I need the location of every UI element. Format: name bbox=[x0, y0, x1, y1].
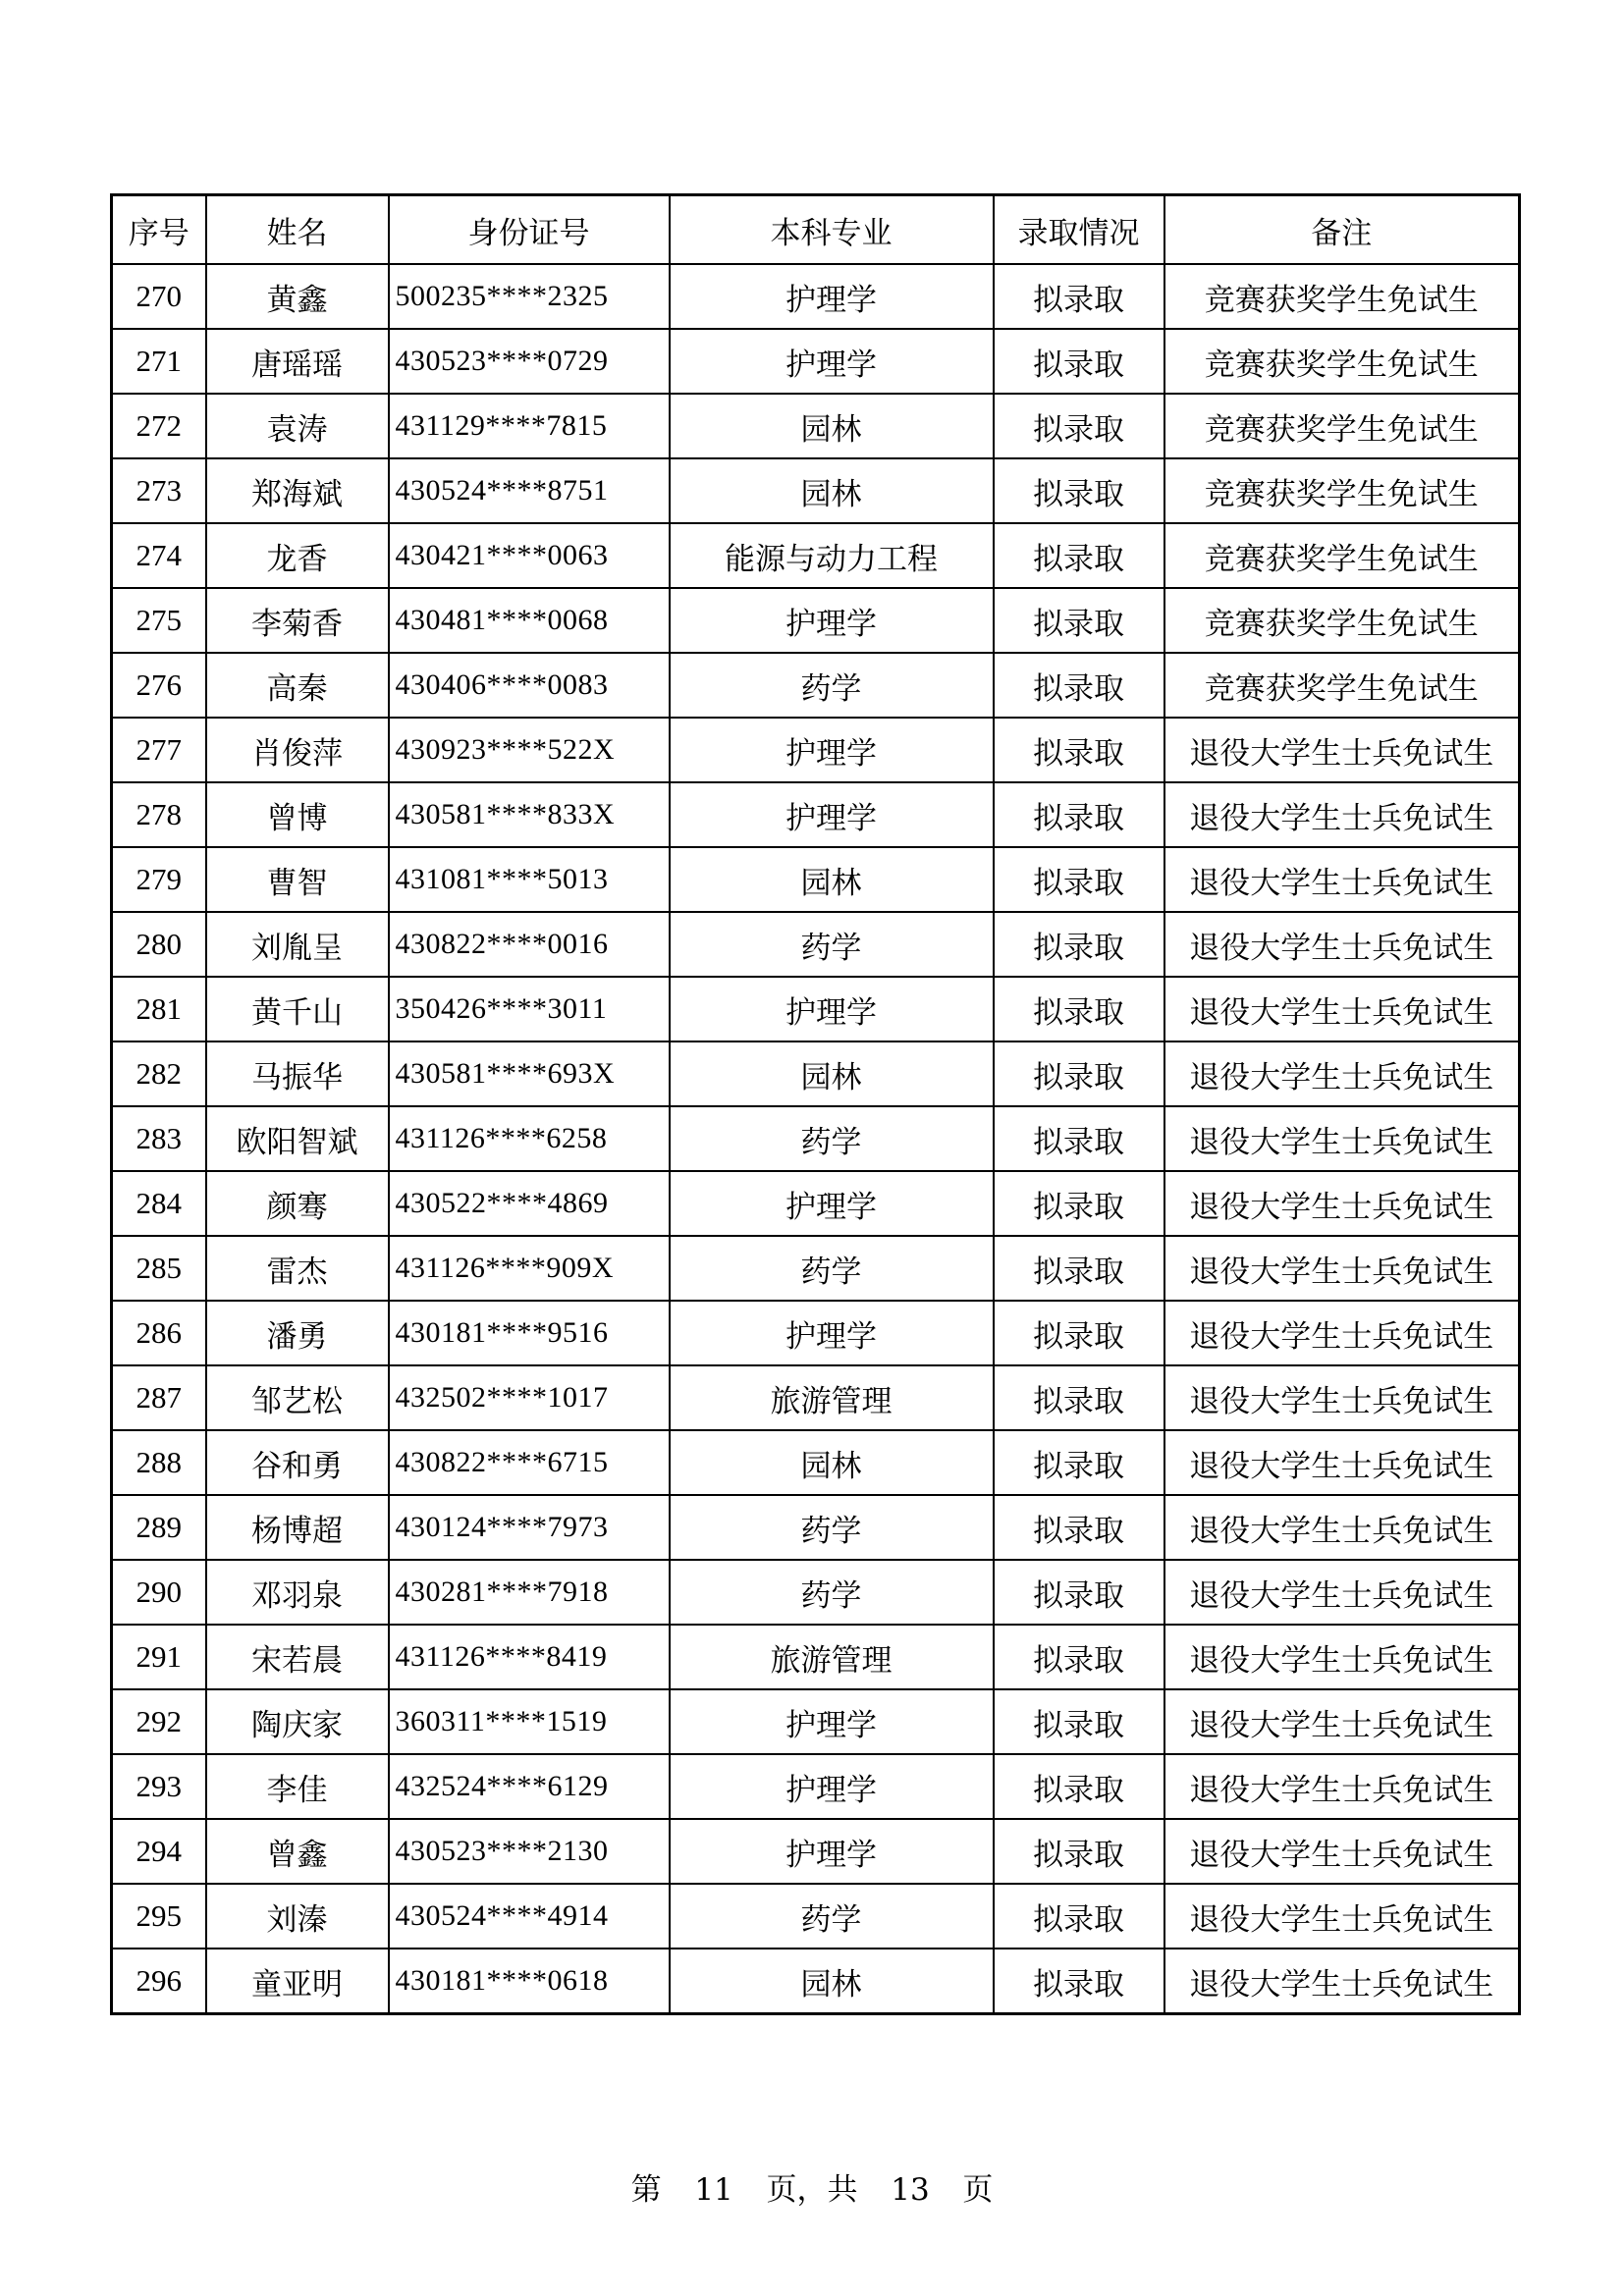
table-row bbox=[112, 1754, 1520, 1819]
cell-major: 园林 bbox=[670, 1949, 994, 2014]
cell-admission-status: 拟录取 bbox=[994, 523, 1164, 588]
cell-serial: 282 bbox=[112, 1041, 206, 1106]
cell-remarks: 退役大学生士兵免试生 bbox=[1164, 1625, 1520, 1689]
cell-major: 药学 bbox=[670, 1884, 994, 1949]
cell-name: 杨博超 bbox=[206, 1495, 389, 1560]
cell-id-number: 430421****0063 bbox=[389, 523, 670, 588]
cell-admission-status: 拟录取 bbox=[994, 1106, 1164, 1171]
cell-serial: 286 bbox=[112, 1301, 206, 1365]
table-row bbox=[112, 1625, 1520, 1689]
cell-major: 旅游管理 bbox=[670, 1625, 994, 1689]
admission-table bbox=[110, 193, 1521, 2015]
cell-remarks: 竞赛获奖学生免试生 bbox=[1164, 523, 1520, 588]
cell-admission-status: 拟录取 bbox=[994, 394, 1164, 458]
cell-admission-status: 拟录取 bbox=[994, 1625, 1164, 1689]
cell-remarks: 退役大学生士兵免试生 bbox=[1164, 847, 1520, 912]
cell-remarks: 竞赛获奖学生免试生 bbox=[1164, 588, 1520, 653]
footer-prefix: 第 bbox=[630, 2172, 662, 2208]
cell-serial: 288 bbox=[112, 1430, 206, 1495]
table-row bbox=[112, 1430, 1520, 1495]
cell-remarks: 退役大学生士兵免试生 bbox=[1164, 1041, 1520, 1106]
cell-major: 护理学 bbox=[670, 1819, 994, 1884]
cell-major: 护理学 bbox=[670, 1301, 994, 1365]
cell-major: 能源与动力工程 bbox=[670, 523, 994, 588]
cell-serial: 278 bbox=[112, 782, 206, 847]
cell-serial: 293 bbox=[112, 1754, 206, 1819]
cell-id-number: 430822****0016 bbox=[389, 912, 670, 977]
cell-serial: 281 bbox=[112, 977, 206, 1041]
cell-id-number: 431081****5013 bbox=[389, 847, 670, 912]
cell-id-number: 431126****909X bbox=[389, 1236, 670, 1301]
table-row bbox=[112, 264, 1520, 329]
cell-major: 园林 bbox=[670, 1041, 994, 1106]
cell-id-number: 431126****8419 bbox=[389, 1625, 670, 1689]
table-row bbox=[112, 847, 1520, 912]
cell-name: 邓羽泉 bbox=[206, 1560, 389, 1625]
cell-admission-status: 拟录取 bbox=[994, 458, 1164, 523]
table-header-row bbox=[112, 195, 1520, 265]
cell-id-number: 430581****833X bbox=[389, 782, 670, 847]
table-body bbox=[112, 264, 1520, 2014]
cell-remarks: 退役大学生士兵免试生 bbox=[1164, 1819, 1520, 1884]
cell-name: 肖俊萍 bbox=[206, 718, 389, 782]
cell-admission-status: 拟录取 bbox=[994, 1041, 1164, 1106]
cell-serial: 272 bbox=[112, 394, 206, 458]
cell-major: 药学 bbox=[670, 912, 994, 977]
cell-admission-status: 拟录取 bbox=[994, 1301, 1164, 1365]
cell-serial: 291 bbox=[112, 1625, 206, 1689]
cell-remarks: 竞赛获奖学生免试生 bbox=[1164, 394, 1520, 458]
cell-major: 园林 bbox=[670, 458, 994, 523]
cell-name: 邹艺松 bbox=[206, 1365, 389, 1430]
cell-remarks: 退役大学生士兵免试生 bbox=[1164, 1106, 1520, 1171]
cell-major: 药学 bbox=[670, 1495, 994, 1560]
table-row bbox=[112, 1560, 1520, 1625]
cell-id-number: 430524****8751 bbox=[389, 458, 670, 523]
cell-remarks: 退役大学生士兵免试生 bbox=[1164, 977, 1520, 1041]
cell-admission-status: 拟录取 bbox=[994, 1884, 1164, 1949]
cell-major: 园林 bbox=[670, 394, 994, 458]
cell-name: 曾博 bbox=[206, 782, 389, 847]
cell-name: 郑海斌 bbox=[206, 458, 389, 523]
cell-remarks: 退役大学生士兵免试生 bbox=[1164, 1171, 1520, 1236]
cell-admission-status: 拟录取 bbox=[994, 653, 1164, 718]
cell-major: 护理学 bbox=[670, 588, 994, 653]
cell-serial: 296 bbox=[112, 1949, 206, 2014]
cell-admission-status: 拟录取 bbox=[994, 1949, 1164, 2014]
cell-major: 护理学 bbox=[670, 329, 994, 394]
cell-admission-status: 拟录取 bbox=[994, 1689, 1164, 1754]
table-row bbox=[112, 1884, 1520, 1949]
cell-admission-status: 拟录取 bbox=[994, 329, 1164, 394]
cell-name: 马振华 bbox=[206, 1041, 389, 1106]
cell-name: 曾鑫 bbox=[206, 1819, 389, 1884]
cell-major: 护理学 bbox=[670, 1171, 994, 1236]
table-row bbox=[112, 1106, 1520, 1171]
cell-name: 李佳 bbox=[206, 1754, 389, 1819]
cell-major: 旅游管理 bbox=[670, 1365, 994, 1430]
footer-page-number: 11 bbox=[694, 2172, 733, 2208]
table-row bbox=[112, 1171, 1520, 1236]
cell-major: 药学 bbox=[670, 1236, 994, 1301]
table-row bbox=[112, 1301, 1520, 1365]
table-row bbox=[112, 1041, 1520, 1106]
cell-name: 颜骞 bbox=[206, 1171, 389, 1236]
cell-admission-status: 拟录取 bbox=[994, 1430, 1164, 1495]
cell-major: 园林 bbox=[670, 1430, 994, 1495]
cell-remarks: 竞赛获奖学生免试生 bbox=[1164, 653, 1520, 718]
cell-id-number: 430822****6715 bbox=[389, 1430, 670, 1495]
cell-major: 护理学 bbox=[670, 718, 994, 782]
cell-admission-status: 拟录取 bbox=[994, 847, 1164, 912]
cell-admission-status: 拟录取 bbox=[994, 1236, 1164, 1301]
cell-admission-status: 拟录取 bbox=[994, 264, 1164, 329]
table-row bbox=[112, 1495, 1520, 1560]
footer-suffix: 页 bbox=[962, 2172, 994, 2208]
header-id-number: 身份证号 bbox=[389, 195, 670, 265]
header-name: 姓名 bbox=[206, 195, 389, 265]
cell-serial: 294 bbox=[112, 1819, 206, 1884]
cell-name: 刘胤呈 bbox=[206, 912, 389, 977]
cell-name: 龙香 bbox=[206, 523, 389, 588]
cell-remarks: 竞赛获奖学生免试生 bbox=[1164, 264, 1520, 329]
table-row bbox=[112, 1949, 1520, 2014]
cell-serial: 280 bbox=[112, 912, 206, 977]
cell-major: 园林 bbox=[670, 847, 994, 912]
cell-remarks: 退役大学生士兵免试生 bbox=[1164, 1236, 1520, 1301]
cell-admission-status: 拟录取 bbox=[994, 782, 1164, 847]
cell-name: 唐瑶瑶 bbox=[206, 329, 389, 394]
cell-id-number: 430923****522X bbox=[389, 718, 670, 782]
cell-name: 高秦 bbox=[206, 653, 389, 718]
table-row bbox=[112, 977, 1520, 1041]
table-row bbox=[112, 523, 1520, 588]
cell-remarks: 退役大学生士兵免试生 bbox=[1164, 1495, 1520, 1560]
cell-id-number: 350426****3011 bbox=[389, 977, 670, 1041]
cell-name: 黄鑫 bbox=[206, 264, 389, 329]
cell-major: 护理学 bbox=[670, 1754, 994, 1819]
cell-serial: 276 bbox=[112, 653, 206, 718]
cell-major: 护理学 bbox=[670, 1689, 994, 1754]
header-major: 本科专业 bbox=[670, 195, 994, 265]
table-row bbox=[112, 1236, 1520, 1301]
cell-admission-status: 拟录取 bbox=[994, 1560, 1164, 1625]
cell-remarks: 退役大学生士兵免试生 bbox=[1164, 1430, 1520, 1495]
cell-remarks: 退役大学生士兵免试生 bbox=[1164, 1754, 1520, 1819]
cell-id-number: 430524****4914 bbox=[389, 1884, 670, 1949]
cell-id-number: 430124****7973 bbox=[389, 1495, 670, 1560]
cell-id-number: 431129****7815 bbox=[389, 394, 670, 458]
cell-major: 药学 bbox=[670, 1106, 994, 1171]
cell-admission-status: 拟录取 bbox=[994, 1819, 1164, 1884]
cell-serial: 284 bbox=[112, 1171, 206, 1236]
cell-admission-status: 拟录取 bbox=[994, 977, 1164, 1041]
cell-serial: 275 bbox=[112, 588, 206, 653]
cell-admission-status: 拟录取 bbox=[994, 1754, 1164, 1819]
cell-remarks: 退役大学生士兵免试生 bbox=[1164, 1365, 1520, 1430]
cell-serial: 274 bbox=[112, 523, 206, 588]
cell-id-number: 430523****0729 bbox=[389, 329, 670, 394]
header-admission-status: 录取情况 bbox=[994, 195, 1164, 265]
cell-serial: 270 bbox=[112, 264, 206, 329]
cell-name: 曹智 bbox=[206, 847, 389, 912]
cell-serial: 295 bbox=[112, 1884, 206, 1949]
cell-id-number: 430181****0618 bbox=[389, 1949, 670, 2014]
cell-serial: 290 bbox=[112, 1560, 206, 1625]
table-row bbox=[112, 1365, 1520, 1430]
table-row bbox=[112, 653, 1520, 718]
table-row bbox=[112, 329, 1520, 394]
cell-admission-status: 拟录取 bbox=[994, 588, 1164, 653]
cell-serial: 273 bbox=[112, 458, 206, 523]
table-row bbox=[112, 588, 1520, 653]
cell-admission-status: 拟录取 bbox=[994, 718, 1164, 782]
table-row bbox=[112, 394, 1520, 458]
cell-name: 黄千山 bbox=[206, 977, 389, 1041]
cell-name: 刘溱 bbox=[206, 1884, 389, 1949]
footer-middle: 页，共 bbox=[766, 2172, 858, 2208]
cell-serial: 292 bbox=[112, 1689, 206, 1754]
cell-id-number: 430581****693X bbox=[389, 1041, 670, 1106]
cell-remarks: 竞赛获奖学生免试生 bbox=[1164, 329, 1520, 394]
cell-name: 宋若晨 bbox=[206, 1625, 389, 1689]
table-row bbox=[112, 1689, 1520, 1754]
table-row bbox=[112, 718, 1520, 782]
cell-admission-status: 拟录取 bbox=[994, 912, 1164, 977]
page-footer bbox=[0, 2164, 1624, 2209]
cell-major: 护理学 bbox=[670, 264, 994, 329]
cell-remarks: 退役大学生士兵免试生 bbox=[1164, 1884, 1520, 1949]
footer-total-pages: 13 bbox=[891, 2172, 930, 2208]
cell-remarks: 退役大学生士兵免试生 bbox=[1164, 912, 1520, 977]
cell-admission-status: 拟录取 bbox=[994, 1365, 1164, 1430]
cell-serial: 287 bbox=[112, 1365, 206, 1430]
header-remarks: 备注 bbox=[1164, 195, 1520, 265]
header-serial: 序号 bbox=[112, 195, 206, 265]
cell-name: 雷杰 bbox=[206, 1236, 389, 1301]
cell-id-number: 360311****1519 bbox=[389, 1689, 670, 1754]
cell-id-number: 430406****0083 bbox=[389, 653, 670, 718]
cell-name: 谷和勇 bbox=[206, 1430, 389, 1495]
cell-remarks: 竞赛获奖学生免试生 bbox=[1164, 458, 1520, 523]
cell-id-number: 431126****6258 bbox=[389, 1106, 670, 1171]
cell-remarks: 退役大学生士兵免试生 bbox=[1164, 1560, 1520, 1625]
cell-serial: 289 bbox=[112, 1495, 206, 1560]
cell-major: 药学 bbox=[670, 1560, 994, 1625]
cell-serial: 285 bbox=[112, 1236, 206, 1301]
cell-remarks: 退役大学生士兵免试生 bbox=[1164, 782, 1520, 847]
table-row bbox=[112, 782, 1520, 847]
cell-admission-status: 拟录取 bbox=[994, 1171, 1164, 1236]
cell-major: 护理学 bbox=[670, 782, 994, 847]
cell-id-number: 430523****2130 bbox=[389, 1819, 670, 1884]
cell-id-number: 500235****2325 bbox=[389, 264, 670, 329]
cell-remarks: 退役大学生士兵免试生 bbox=[1164, 718, 1520, 782]
cell-name: 童亚明 bbox=[206, 1949, 389, 2014]
cell-serial: 277 bbox=[112, 718, 206, 782]
cell-id-number: 432524****6129 bbox=[389, 1754, 670, 1819]
cell-id-number: 430281****7918 bbox=[389, 1560, 670, 1625]
cell-serial: 283 bbox=[112, 1106, 206, 1171]
cell-name: 李菊香 bbox=[206, 588, 389, 653]
cell-remarks: 退役大学生士兵免试生 bbox=[1164, 1689, 1520, 1754]
cell-admission-status: 拟录取 bbox=[994, 1495, 1164, 1560]
table-row bbox=[112, 1819, 1520, 1884]
cell-id-number: 432502****1017 bbox=[389, 1365, 670, 1430]
cell-id-number: 430522****4869 bbox=[389, 1171, 670, 1236]
cell-major: 护理学 bbox=[670, 977, 994, 1041]
cell-major: 药学 bbox=[670, 653, 994, 718]
cell-remarks: 退役大学生士兵免试生 bbox=[1164, 1949, 1520, 2014]
cell-name: 袁涛 bbox=[206, 394, 389, 458]
cell-remarks: 退役大学生士兵免试生 bbox=[1164, 1301, 1520, 1365]
cell-id-number: 430481****0068 bbox=[389, 588, 670, 653]
cell-name: 陶庆家 bbox=[206, 1689, 389, 1754]
table-row bbox=[112, 458, 1520, 523]
cell-serial: 279 bbox=[112, 847, 206, 912]
table-row bbox=[112, 912, 1520, 977]
cell-serial: 271 bbox=[112, 329, 206, 394]
cell-id-number: 430181****9516 bbox=[389, 1301, 670, 1365]
cell-name: 欧阳智斌 bbox=[206, 1106, 389, 1171]
cell-name: 潘勇 bbox=[206, 1301, 389, 1365]
